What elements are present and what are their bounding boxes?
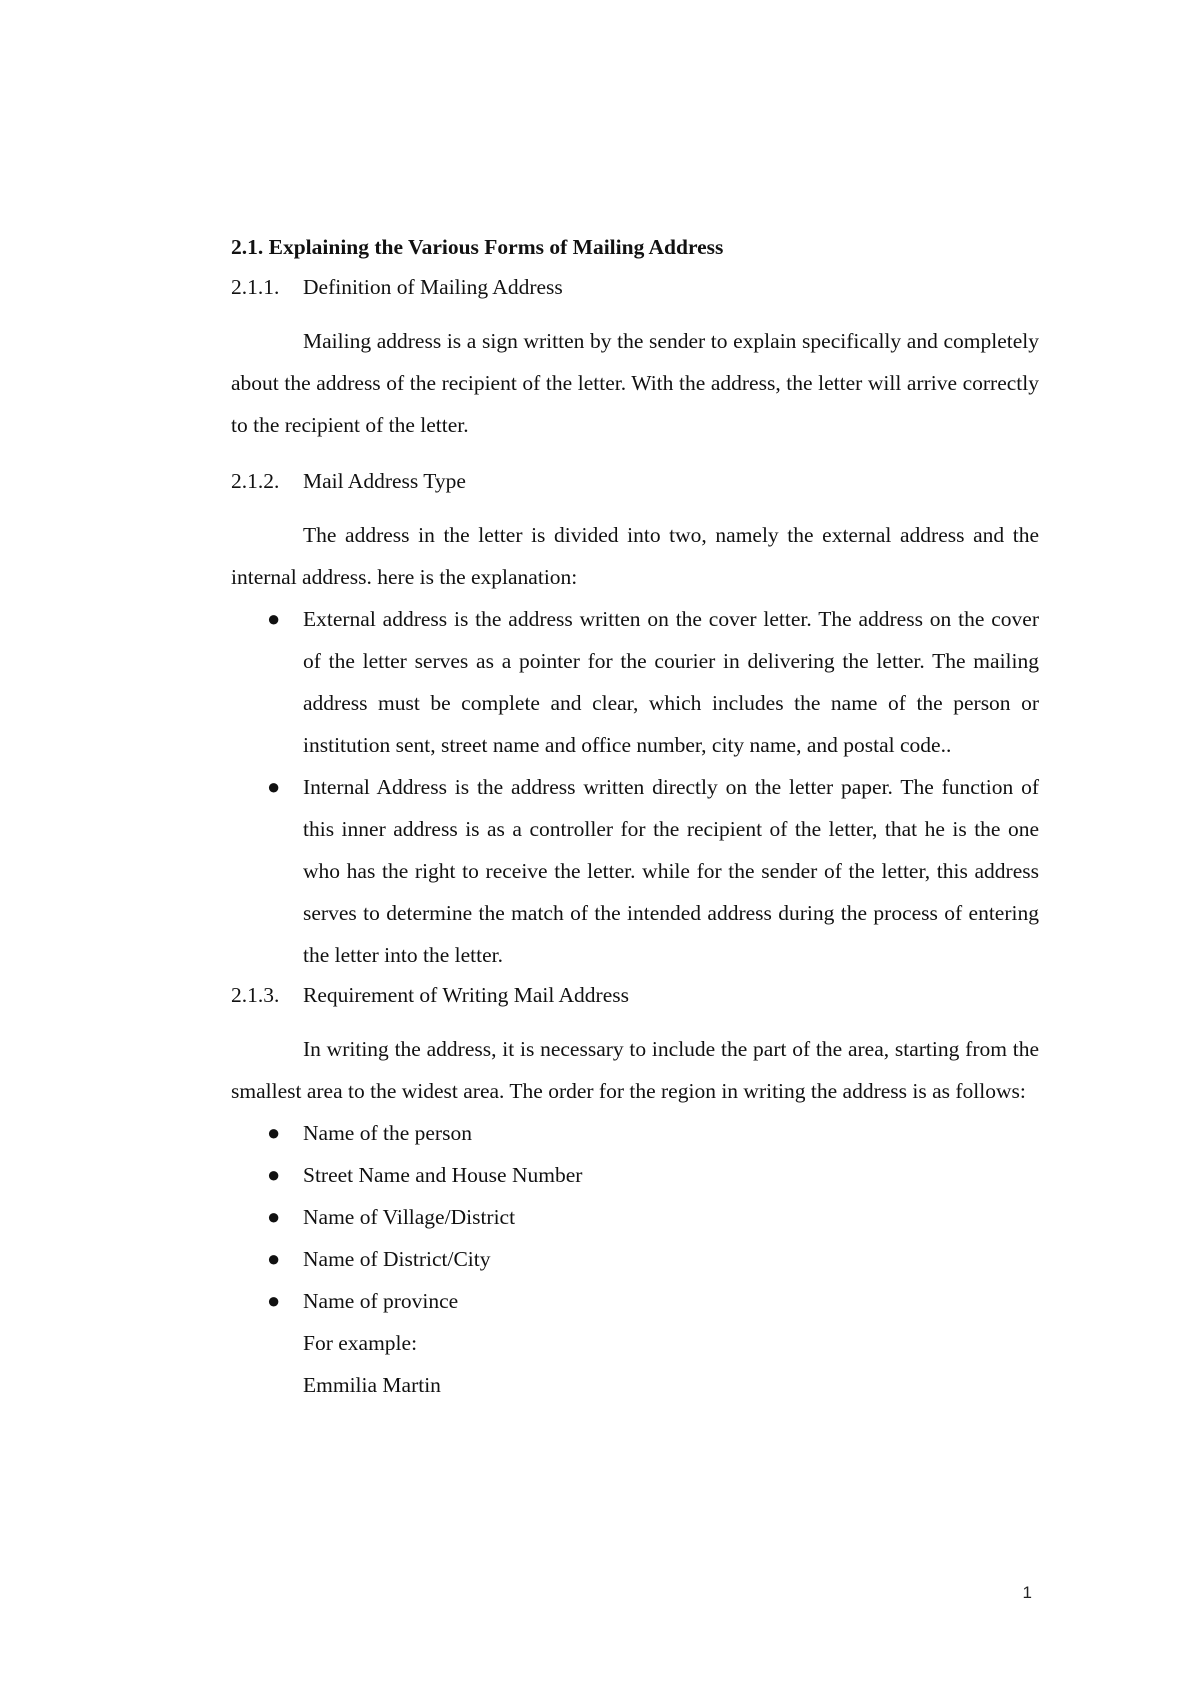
page-number: 1 [1022,1583,1032,1602]
region-order-list [231,1112,1039,1322]
list-item [231,598,1039,766]
paragraph-definition: Mailing address is a sign written by the sender to explain specifically and completely about the address of the recipient of the letter. With the address, the letter will arrive correctly to the recipient of the letter. [231,329,1039,437]
section-heading: 2.1. Explaining the Various Forms of Mailing Address [231,235,724,259]
subsection-title: Mail Address Type [303,469,466,493]
list-item [231,766,1039,976]
paragraph-type: The address in the letter is divided into two, namely the external address and the internal address. here is the explanation: [231,523,1039,589]
list-item-text: Internal Address is the address written directly on the letter paper. The function of this inner address is as a controller for the recipient of the letter, that he is the one who has the right to receive the letter. while for the sender of the letter, this address serves to determine the match of the intended address during the process of entering the letter into the letter. [303,775,1039,967]
bullet-icon: ● [267,1120,281,1145]
subsection-heading-requirement [231,980,1039,1010]
list-item-text: External address is the address written on the cover letter. The address on the cover of the letter serves as a pointer for the courier in delivering the letter. The mailing address must be complete and clear, which includes the name of the person or institution sent, street name and office number, city name, and postal code.. [303,607,1039,757]
list-item [231,1280,1039,1322]
bullet-icon: ● [267,1288,281,1313]
list-item [231,1238,1039,1280]
paragraph-requirement: In writing the address, it is necessary to include the part of the area, starting from the smallest area to the widest area. The order for the region in writing the address is as follows: [231,1037,1039,1103]
list-item-text: Name of province [303,1289,459,1313]
example-name: Emmilia Martin [303,1373,441,1397]
bullet-icon: ● [267,606,281,631]
list-item [231,1112,1039,1154]
subsection-number: 2.1.2. [231,469,280,493]
list-item-text: Name of the person [303,1121,472,1145]
list-item-text: Name of District/City [303,1247,491,1271]
bullet-icon: ● [267,1246,281,1271]
bullet-icon: ● [267,774,281,799]
list-item-text: Name of Village/District [303,1205,516,1229]
bullet-icon: ● [267,1162,281,1187]
example-label: For example: [303,1331,418,1355]
subsection-heading-definition [231,272,1039,302]
bullet-icon: ● [267,1204,281,1229]
subsection-title: Definition of Mailing Address [303,275,563,299]
list-item [231,1154,1039,1196]
subsection-number: 2.1.1. [231,275,280,299]
document-body [231,232,1039,1406]
address-type-list [231,598,1039,976]
list-item-text: Street Name and House Number [303,1163,583,1187]
subsection-title: Requirement of Writing Mail Address [303,983,629,1007]
subsection-number: 2.1.3. [231,983,280,1007]
subsection-heading-type [231,466,1039,496]
list-item [231,1196,1039,1238]
